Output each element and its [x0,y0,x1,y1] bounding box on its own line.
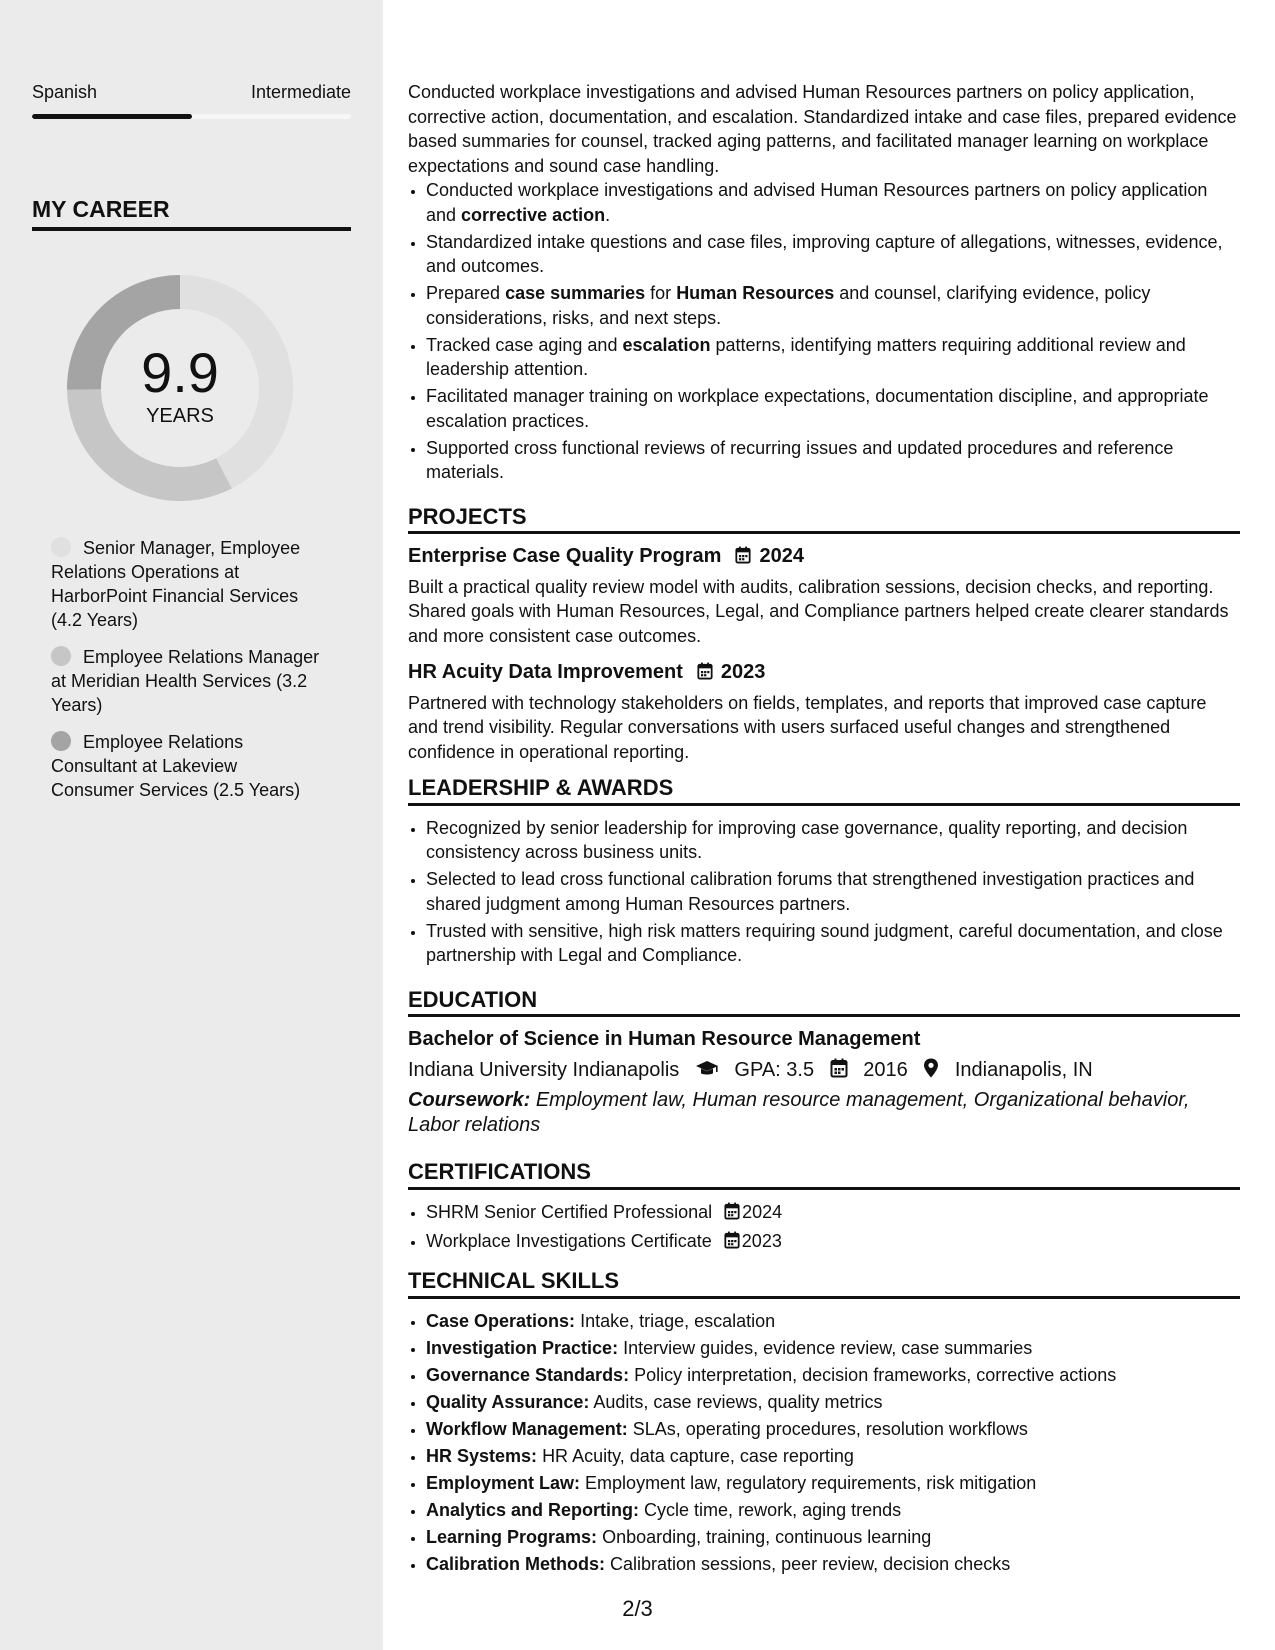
skill-label: Calibration Methods: [426,1553,605,1574]
skill-item [426,1471,1240,1496]
project-year: 2023 [720,661,766,683]
project-heading [408,544,1240,571]
experience-bullet [426,436,1240,485]
experience-bullet [426,333,1240,382]
skill-label: Investigation Practice: [426,1337,619,1358]
certification-year: 2023 [741,1230,782,1251]
skill-label: Analytics and Reporting: [426,1499,640,1520]
calendar-icon [724,1202,740,1227]
skill-value: Onboarding, training, continuous learning [602,1526,932,1547]
certification-name: Workplace Investigations Certificate [426,1230,712,1251]
career-item [51,730,321,802]
career-item [51,536,321,632]
career-section-title: MY CAREER [32,196,351,231]
skill-label: Governance Standards: [426,1364,630,1385]
skill-value: Calibration sessions, peer review, decision checks [610,1553,1011,1574]
experience-summary: Conducted workplace investigations and advised Human Resources partners on policy application, corrective action, documentation, and escalation. Standardized intake and case files, prepared evidence based summaries for counsel, tracked aging patterns, and facilitated manager learning on workplace expectations and sound case handling. [408,82,1237,176]
education-meta [408,1058,1240,1085]
education-coursework [408,1088,1240,1138]
certification-year: 2024 [742,1201,783,1222]
skill-item [426,1525,1240,1550]
skill-label: Quality Assurance: [426,1391,590,1412]
experience-bullet [426,281,1240,330]
calendar-icon [697,662,713,687]
education-year: 2016 [863,1058,908,1081]
leadership-section-title: LEADERSHIP & AWARDS [408,776,1240,806]
calendar-icon [735,546,751,571]
skill-value: Cycle time, rework, aging trends [644,1499,902,1520]
education-section-title: EDUCATION [408,988,1240,1018]
project-name: Enterprise Case Quality Program [408,545,722,567]
project-year: 2024 [759,545,804,567]
donut-center-label [66,274,294,502]
career-color-dot [51,731,71,751]
bullet-emphasis: corrective action [461,204,606,225]
language-name: Spanish [32,82,98,102]
skill-item [426,1390,1240,1415]
skill-item [426,1363,1240,1388]
skills-list [408,1309,1240,1577]
career-item [51,645,321,717]
experience-bullets [408,178,1240,485]
project-heading [408,660,1240,687]
language-level: Intermediate [250,82,351,102]
skill-value: Policy interpretation, decision frameworks, corrective actions [634,1364,1117,1385]
leadership-list [408,816,1240,968]
skill-value: SLAs, operating procedures, resolution workflows [632,1418,1028,1439]
bullet-text: and counsel, clarifying evidence, policy considerations, risks, and next steps. [426,283,1151,328]
main-content [408,80,1240,1579]
skill-value: Employment law, regulatory requirements, risk mitigation [585,1472,1037,1493]
bullet-text: Standardized intake questions and case files, improving capture of allegations, witnesses, evidence, and outcomes. [426,231,1223,276]
projects-section-title: PROJECTS [408,505,1240,535]
certifications-list [408,1200,1240,1256]
language-row [32,82,351,103]
graduation-cap-icon [695,1060,719,1085]
certification-name: SHRM Senior Certified Professional [426,1201,713,1222]
experience-bullet [426,230,1240,279]
career-text: Senior Manager, Employee Relations Operations at HarborPoint Financial Services (4.2 Years) [51,538,301,630]
total-years-value: 9.9 [141,340,219,404]
education-degree: Bachelor of Science in Human Resource Management [408,1028,921,1050]
language-proficiency-fill [32,114,192,119]
leadership-item: • Trusted with sensitive, high risk matters requiring sound judgment, careful documentation, and close partnership with Legal and Compliance. [426,919,1240,968]
skill-value: Audits, case reviews, quality metrics [593,1391,883,1412]
skill-item [426,1498,1240,1523]
skill-label: HR Systems: [426,1445,538,1466]
language-proficiency-bar [32,114,351,119]
career-color-dot [51,646,71,666]
leadership-item: • Recognized by senior leadership for improving case governance, quality reporting, and decision consistency across business units. [426,816,1240,865]
calendar-icon [830,1058,848,1085]
skill-item [426,1417,1240,1442]
skill-value: Interview guides, evidence review, case summaries [623,1337,1033,1358]
map-pin-icon [923,1058,939,1085]
skill-label: Workflow Management: [426,1418,628,1439]
bullet-emphasis: case summaries [505,283,646,303]
career-color-dot [51,537,71,557]
education-gpa: GPA: 3.5 [734,1058,815,1081]
education-school: Indiana University Indianapolis [408,1058,680,1081]
experience-bullet [426,384,1240,433]
bullet-emphasis: Human Resources [676,283,835,303]
career-text: Employee Relations Consultant at Lakeview Consumer Services (2.5 Years) [51,732,301,800]
bullet-text: . [605,204,611,225]
coursework-list: Employment law, Human resource management, Organizational behavior, Labor relations [408,1089,1190,1136]
calendar-icon [724,1231,740,1256]
bullet-text: patterns, identifying matters requiring additional review and leadership attention. [426,334,1186,379]
skill-label: Employment Law: [426,1472,581,1493]
experience-bullet [426,178,1240,227]
skill-item [426,1552,1240,1577]
skill-item [426,1309,1240,1334]
project-name: HR Acuity Data Improvement [408,661,683,683]
skill-value: Intake, triage, escalation [580,1310,776,1331]
skills-section-title: TECHNICAL SKILLS [408,1269,1240,1299]
skill-value: HR Acuity, data capture, case reporting [542,1445,854,1466]
career-text: Employee Relations Manager at Meridian Health Services (3.2 Years) [51,647,320,715]
project-description: Partnered with technology stakeholders on fields, templates, and reports that improved case capture and trend visibility. Regular conversations with users surfaced useful changes and strengthened confidence in operational reporting. [408,692,1207,762]
certifications-section-title: CERTIFICATIONS [408,1160,1240,1190]
leadership-item: • Selected to lead cross functional calibration forums that strengthened investigation practices and shared judgment among Human Resources partners. [426,867,1240,916]
skill-label: Case Operations: [426,1310,576,1331]
bullet-text: Prepared [426,283,506,303]
bullet-text: Facilitated manager training on workplace expectations, documentation discipline, and appropriate escalation practices. [426,386,1209,431]
project-description: Built a practical quality review model with audits, calibration sessions, decision checks, and reporting. Shared goals with Human Resources, Legal, and Compliance partners helped create clearer standards and more consistent case outcomes. [408,576,1229,646]
certification-item [426,1200,1240,1227]
bullet-text: Conducted workplace investigations and advised Human Resources partners on policy application and [426,180,1208,225]
skill-item [426,1336,1240,1361]
skill-label: Learning Programs: [426,1526,598,1547]
total-years-unit: YEARS [146,404,214,427]
bullet-emphasis: escalation [622,334,711,355]
page-number: 2/3 [622,1596,653,1621]
certification-item [426,1229,1240,1256]
education-location: Indianapolis, IN [954,1058,1093,1081]
projects-list [408,544,1240,764]
bullet-text: for [645,283,677,303]
career-legend [51,536,321,815]
bullet-text: Tracked case aging and [426,334,623,355]
bullet-text: Supported cross functional reviews of recurring issues and updated procedures and reference materials. [426,437,1174,482]
coursework-label: Coursework: [408,1089,531,1111]
skill-item [426,1444,1240,1469]
sidebar [0,0,383,1650]
